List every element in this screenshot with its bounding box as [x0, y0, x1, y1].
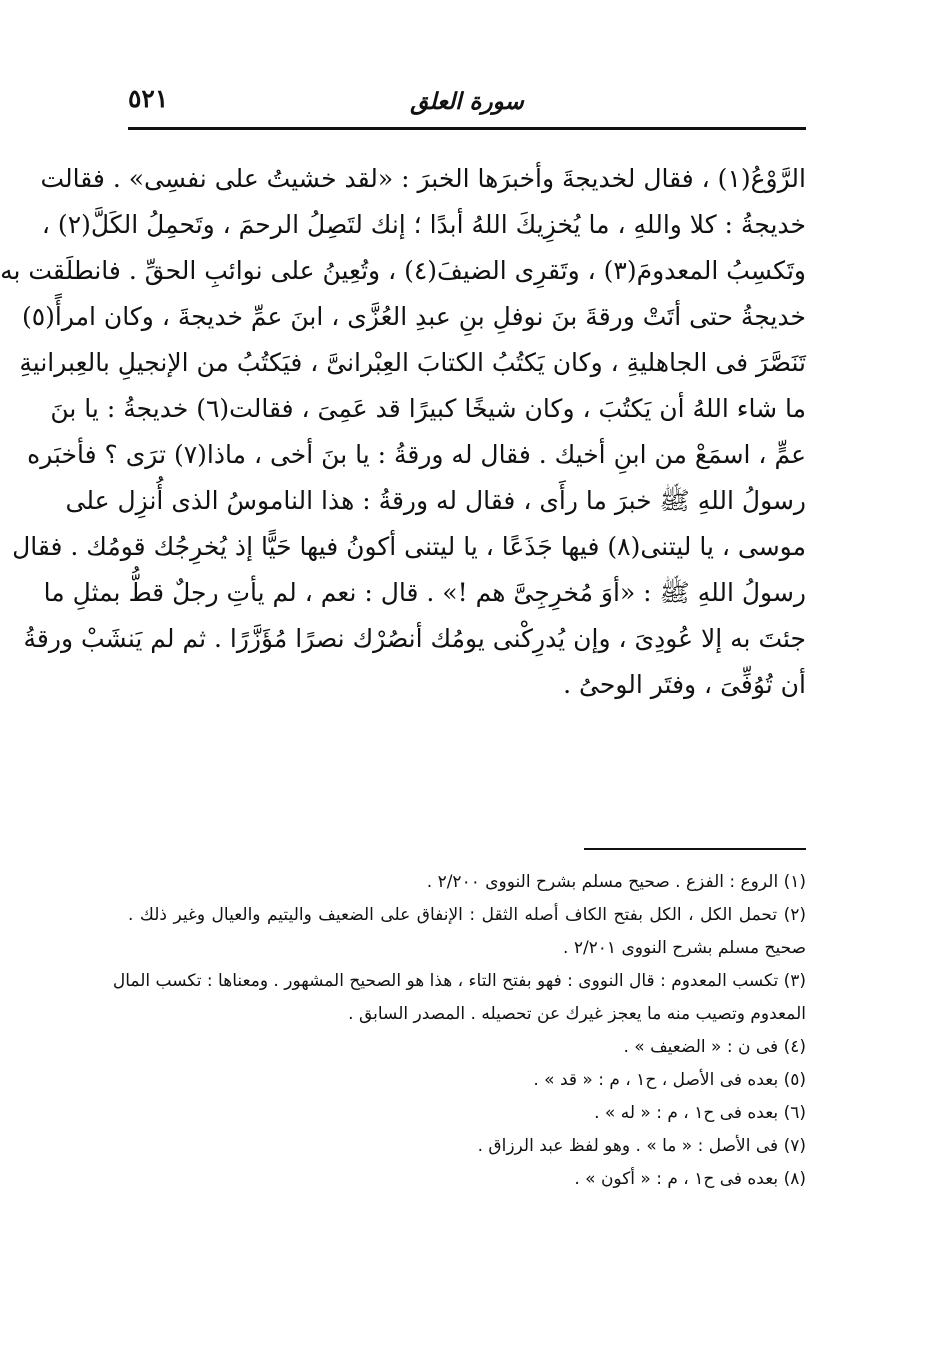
footnote-line: (٢) تحمل الكل ، الكل بفتح الكاف أصله الثقل : الإنفاق على الضعيف واليتيم والعيال وغير ذلك .: [128, 905, 806, 925]
body-line: جئتَ به إلا عُودِىَ ، وإن يُدرِكْنى يومُك أنصُرْك نصرًا مُؤَزَّرًا . ثم لم يَنشَبْ ورقةُ: [23, 624, 806, 653]
body-line: ما شاء اللهُ أن يَكتُبَ ، وكان شيخًا كبيرًا قد عَمِىَ ، فقالت(٦) خديجةُ : يا بنَ: [50, 394, 806, 423]
body-line: رسولُ اللهِ ﷺ : «أوَ مُخرِجِىَّ هم !» . قال : نعم ، لم يأتِ رجلٌ قطُّ بمثلِ ما: [43, 578, 806, 607]
footnote-line: (٤) فى ن : « الضعيف » .: [623, 1037, 806, 1057]
footnote-line: (١) الروع : الفزع . صحيح مسلم بشرح النووى ٢/٢٠٠ .: [426, 872, 806, 892]
body-line: أن تُوُفِّىَ ، وفتَر الوحىُ .: [563, 670, 806, 699]
header-rule: [128, 127, 806, 130]
body-line: رسولُ اللهِ ﷺ خبرَ ما رأَى ، فقال له ورقةُ : هذا الناموسُ الذى أُنزِل على: [65, 486, 806, 515]
footnote-line: (٥) بعده فى الأصل ، ح١ ، م : « قد » .: [533, 1070, 806, 1090]
body-line: خديجةُ حتى أتَتْ ورقةَ بنَ نوفلِ بنِ عبدِ العُزَّى ، ابنَ عمِّ خديجةَ ، وكان امرأً(٥): [21, 302, 806, 331]
body-line: موسى ، يا ليتنى(٨) فيها جَذَعًا ، يا ليتنى أكونُ فيها حَيًّا إذ يُخرِجُك قومُك . فقال: [12, 532, 806, 561]
body-line: الرَّوْعُ(١) ، فقال لخديجةَ وأخبرَها الخبرَ : «لقد خشيتُ على نفسِى» . فقالت: [40, 164, 806, 193]
page-number: ٥٢١: [128, 84, 169, 113]
body-line: عمٍّ ، اسمَعْ من ابنِ أخيك . فقال له ورقةُ : يا بنَ أخى ، ماذا(٧) ترَى ؟ فأخبَره: [27, 440, 806, 469]
footnote-line: (٧) فى الأصل : « ما » . وهو لفظ عبد الرزاق .: [477, 1136, 806, 1156]
running-title: سورة العلق: [410, 88, 524, 115]
footnotes: [112, 866, 806, 1196]
footnote-line: (٦) بعده فى ح١ ، م : « له » .: [594, 1103, 806, 1123]
footnote-line: المعدوم وتصيب منه ما يعجز غيرك عن تحصيله . المصدر السابق .: [348, 1004, 806, 1024]
footnote-line: (٨) بعده فى ح١ ، م : « أكون » .: [574, 1169, 806, 1189]
body-line: وتَكسِبُ المعدومَ(٣) ، وتَقرِى الضيفَ(٤) ، وتُعِينُ على نوائبِ الحقِّ . فانطلَقت به: [0, 256, 806, 285]
footnote-line: صحيح مسلم بشرح النووى ٢/٢٠١ .: [563, 938, 806, 958]
page-header: [128, 82, 806, 122]
footnote-rule: [584, 848, 806, 850]
body-line: تَنَصَّرَ فى الجاهليةِ ، وكان يَكتُبُ الكتابَ العِبْرانىَّ ، فيَكتُبُ من الإنجيلِ بالعِبرانيةِ: [19, 348, 806, 377]
body-text: [0, 156, 806, 708]
body-line: خديجةُ : كلا واللهِ ، ما يُخزِيكَ اللهُ أبدًا ؛ إنك لتَصِلُ الرحمَ ، وتَحمِلُ الكَلَّ(٢) ،: [41, 210, 806, 239]
footnote-line: (٣) تكسب المعدوم : قال النووى : فهو بفتح التاء ، هذا هو الصحيح المشهور . ومعناها : تكسب المال: [112, 971, 806, 991]
